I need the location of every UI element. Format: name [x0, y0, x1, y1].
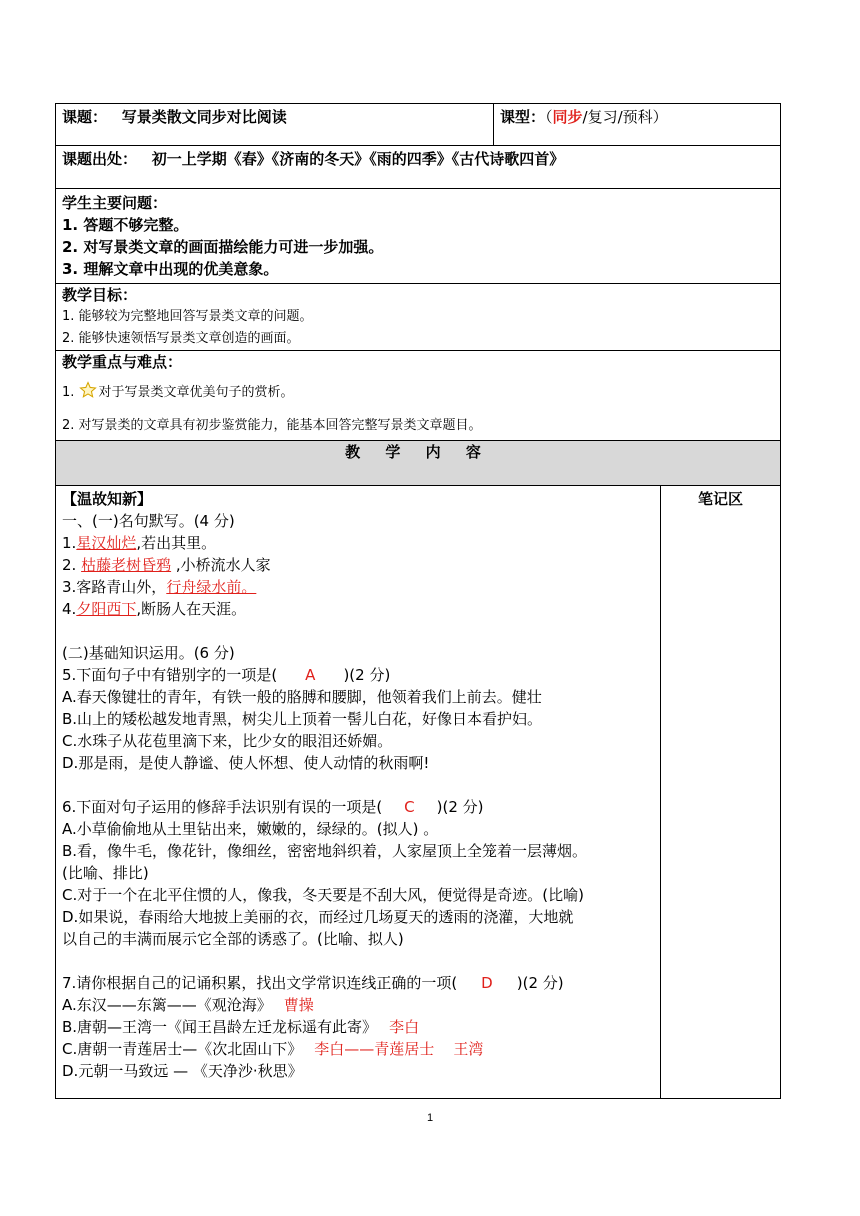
q6-option: C.对于一个在北平住惯的人，像我，冬天要是不刮大风，便觉得是奇迹。(比喻) [62, 886, 584, 904]
q7-option-d: D.元朝一马致远 — 《天净沙·秋思》 [62, 1062, 303, 1080]
q7-option-text: A.东汉——东篱——《观沧海》 [62, 996, 272, 1014]
focus-item-2: 2. 对写景类的文章具有初步鉴赏能力，能基本回答完整写景类文章题目。 [62, 418, 482, 433]
question-2 [62, 554, 654, 576]
q4-rest: ,断肠人在天涯。 [136, 600, 247, 618]
q1-number: 1. [62, 534, 77, 552]
q7-stem: 7.请你根据自己的记诵积累，找出文学常识连线正确的一项( [62, 974, 458, 992]
focus-item-1 [62, 381, 774, 407]
q2-rest: ,小桥流水人家 [171, 556, 271, 574]
q7-option-b [62, 1016, 654, 1038]
type-selected: 同步 [552, 108, 583, 126]
q6-stem: 6.下面对句子运用的修辞手法识别有误的一项是( [62, 798, 383, 816]
question-6-stem [62, 796, 654, 818]
q7-option-a [62, 994, 654, 1016]
question-4 [62, 598, 654, 620]
part2-title: (二)基础知识运用。(6 分) [62, 644, 235, 662]
topic-value: 写景类散文同步对比阅读 [121, 108, 287, 126]
type-open: （ [545, 108, 553, 126]
goal-item: 2. 能够快速领悟写景类文章创造的画面。 [62, 331, 300, 346]
question-7-stem [62, 972, 654, 994]
q7-option-note: 曹操 [283, 996, 314, 1014]
q5-option: A.春天像键壮的青年，有铁一般的胳膊和腰脚，他领着我们上前去。健壮 [62, 688, 542, 706]
q7-option-note: 李白 [389, 1018, 420, 1036]
type-rest: /复习/预科） [582, 108, 668, 126]
q5-score: )(2 分) [343, 666, 391, 684]
q2-answer: 枯藤老树昏鸦 [81, 556, 172, 574]
review-title: 【温故知新】 [62, 490, 153, 508]
q7-option-text: B.唐朝—王湾一《闻王昌龄左迁龙标遥有此寄》 [62, 1018, 378, 1036]
part1-title: 一、(一)名句默写。(4 分) [62, 512, 235, 530]
focus-item-number: 1. [62, 385, 75, 400]
type-label: 课型： [500, 108, 546, 126]
type-cell [494, 104, 781, 146]
q7-score: )(2 分) [516, 974, 564, 992]
q6-option: (比喻、排比) [62, 864, 149, 882]
question-5-stem [62, 664, 654, 686]
problems-title: 学生主要问题： [62, 194, 168, 212]
q6-option: A.小草偷偷地从土里钻出来，嫩嫩的，绿绿的。(拟人) 。 [62, 820, 439, 838]
q6-option: D.如果说，春雨给大地披上美丽的衣，而经过几场夏天的透雨的浇灌，大地就 [62, 908, 574, 926]
q7-option-c [62, 1038, 654, 1060]
q6-option: 以自己的丰满而展示它全部的诱惑了。(比喻、拟人) [62, 930, 404, 948]
source-label: 课题出处： [62, 150, 138, 168]
q3-text: 3.客路青山外， [62, 578, 167, 596]
question-3 [62, 576, 654, 598]
content-cell [56, 486, 661, 1099]
notes-area: 笔记区 [661, 486, 781, 1099]
q6-score: )(2 分) [436, 798, 484, 816]
focus-title: 教学重点与难点： [62, 353, 183, 371]
source-value: 初一上学期《春》《济南的冬天》《雨的四季》《古代诗歌四首》 [151, 150, 565, 168]
focus-cell [56, 351, 781, 441]
focus-item-text: 对于写景类文章优美句子的赏析。 [98, 385, 294, 400]
goal-item: 1. 能够较为完整地回答写景类文章的问题。 [62, 309, 313, 324]
q3-answer: 行舟绿水前。 [166, 578, 257, 596]
q5-option: D.那是雨，是使人静谧、使人怀想、使人动情的秋雨啊! [62, 754, 430, 772]
problems-cell [56, 189, 781, 284]
problem-item: 2. 对写景类文章的画面描绘能力可进一步加强。 [62, 238, 384, 256]
q5-answer: A [305, 666, 316, 684]
q5-option: B.山上的矮松越发地青黑，树尖儿上顶着一髻儿白花，好像日本看护妇。 [62, 710, 543, 728]
goals-cell [56, 284, 781, 351]
question-1 [62, 532, 654, 554]
q6-option: B.看，像牛毛，像花针，像细丝，密密地斜织着，人家屋顶上全笼着一层薄烟。 [62, 842, 588, 860]
page-number: 1 [426, 1112, 434, 1124]
q2-number: 2. [62, 556, 82, 574]
q5-stem: 5.下面句子中有错别字的一项是( [62, 666, 278, 684]
q4-answer: 夕阳西下 [76, 600, 137, 618]
q7-answer: D [481, 974, 493, 992]
q1-rest: ,若出其里。 [136, 534, 217, 552]
q1-answer: 星汉灿烂 [76, 534, 137, 552]
star-icon [79, 381, 97, 407]
topic-label: 课题： [62, 108, 108, 126]
topic-cell [56, 104, 494, 146]
lesson-plan-table [55, 103, 781, 1099]
problem-item: 3. 理解文章中出现的优美意象。 [62, 260, 279, 278]
goals-title: 教学目标： [62, 286, 138, 304]
content-heading: 教 学 内 容 [56, 441, 781, 486]
q7-option-text: C.唐朝一青莲居士—《次北固山下》 [62, 1040, 303, 1058]
q5-option: C.水珠子从花苞里滴下来，比少女的眼泪还娇媚。 [62, 732, 393, 750]
q7-option-note: 李白——青莲居士 王湾 [314, 1040, 484, 1058]
q4-number: 4. [62, 600, 77, 618]
source-cell [56, 146, 781, 189]
problem-item: 1. 答题不够完整。 [62, 216, 189, 234]
q6-answer: C [404, 798, 415, 816]
